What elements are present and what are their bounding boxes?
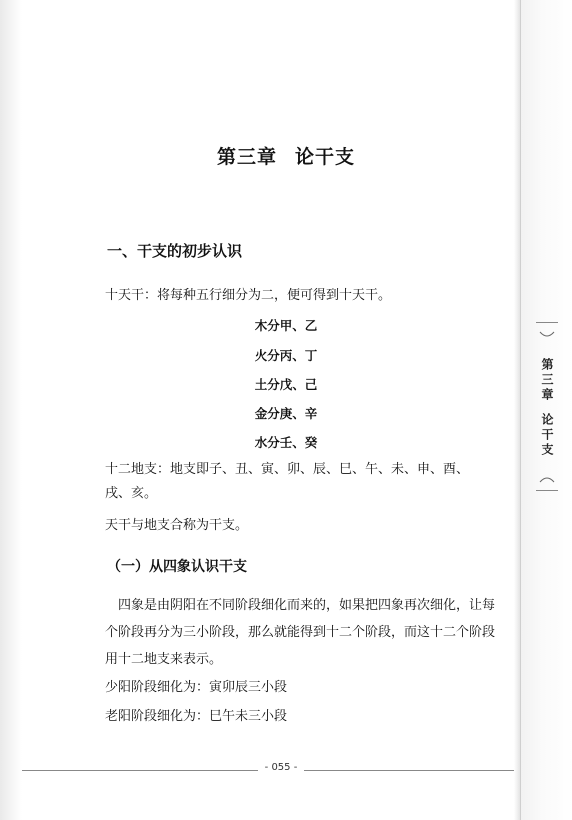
chapter-title — [0, 142, 572, 169]
page-number: - 055 - — [264, 762, 298, 773]
stem-line-earth: 土分戊、己 — [254, 377, 318, 392]
side-rule-top — [536, 322, 558, 323]
old-yang-line: 老阳阶段细化为：巳午未三小段 — [105, 709, 288, 724]
stem-line-wood: 木分甲、乙 — [254, 318, 318, 333]
side-chapter-number: 第三章 — [540, 358, 554, 403]
side-chapter-name: 论干支 — [540, 413, 554, 458]
side-bracket-bottom-icon — [538, 474, 556, 487]
lesser-yang-line: 少阳阶段细化为：寅卯辰三小段 — [105, 680, 288, 695]
side-chapter-tab — [536, 358, 558, 458]
stem-line-fire: 火分丙、丁 — [254, 348, 318, 363]
stem-line-water: 水分壬、癸 — [254, 435, 318, 450]
chapter-name: 论干支 — [295, 146, 356, 168]
four-images-paragraph: 四象是由阴阳在不同阶段细化而来的，如果把四象再次细化，让每个阶段再分为三小阶段，那么就能得到十二个阶段，而这十二个阶段用十二地支来表示。 — [105, 598, 496, 667]
sub-heading: （一）从四象认识干支 — [107, 559, 247, 575]
side-bracket-top-icon — [538, 330, 556, 343]
side-rule-bottom — [536, 490, 558, 491]
combined-line: 天干与地支合称为干支。 — [105, 518, 249, 533]
stem-line-metal: 金分庚、辛 — [254, 406, 318, 421]
branches-paragraph: 十二地支：地支即子、丑、寅、卯、辰、巳、午、未、申、酉、戌、亥。 — [105, 462, 470, 501]
footer-rule-left — [22, 770, 258, 771]
chapter-number: 第三章 — [216, 146, 277, 168]
section-heading: 一、干支的初步认识 — [107, 242, 243, 260]
footer-rule-right — [304, 770, 514, 771]
intro-line: 十天干：将每种五行细分为二，便可得到十天干。 — [105, 288, 392, 303]
